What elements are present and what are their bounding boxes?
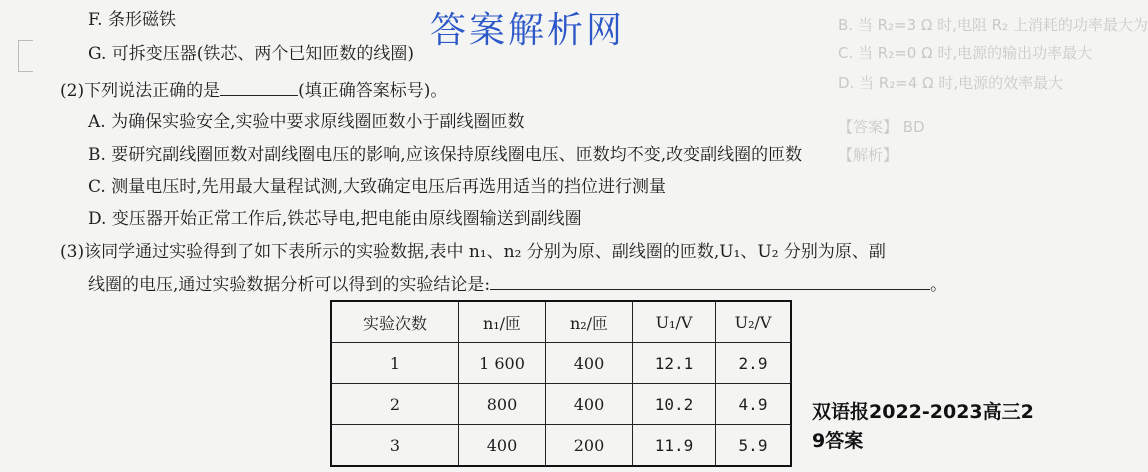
bleed-line-5: 【解析】 <box>838 146 899 164</box>
table-cell: 2 <box>331 384 459 425</box>
table-cell: 12.1 <box>633 343 716 384</box>
answer-blank-3 <box>490 271 930 290</box>
table-header: n₂/匝 <box>546 301 633 343</box>
bleed-line-2: C. 当 R₂=0 Ω 时,电源的输出功率最大 <box>838 44 1093 62</box>
question-3-line-1: (3)该同学通过实验得到了如下表所示的实验数据,表中 n₁、n₂ 分别为原、副线圈的匝数,U₁、U₂ 分别为原、副 <box>60 242 886 262</box>
option-2d: D. 变压器开始正常工作后,铁芯导电,把电能由原线圈输送到副线圈 <box>88 209 582 229</box>
table-cell: 11.9 <box>633 425 716 467</box>
option-2b: B. 要研究副线圈匝数对副线圈电压的影响,应该保持原线圈电压、匝数均不变,改变副线圈的匝数 <box>88 145 803 165</box>
bleed-line-1: B. 当 R₂=3 Ω 时,电阻 R₂ 上消耗的功率最大为 <box>838 16 1148 34</box>
option-g: G. 可拆变压器(铁芯、两个已知匝数的线圈) <box>88 44 415 64</box>
question-3-end: 。 <box>930 275 948 295</box>
option-f: F. 条形磁铁 <box>88 10 176 30</box>
question-2-prefix: (2)下列说法正确的是 <box>60 81 221 101</box>
table-cell: 800 <box>459 384 546 425</box>
bleed-line-3: D. 当 R₂=4 Ω 时,电源的效率最大 <box>838 74 1064 92</box>
table-cell: 10.2 <box>633 384 716 425</box>
answer-blank-2 <box>220 77 298 96</box>
question-3-text: 线圈的电压,通过实验数据分析可以得到的实验结论是: <box>88 275 491 295</box>
source-badge: 双语报2022-2023高三29答案 <box>812 401 1034 452</box>
table-header: n₁/匝 <box>459 301 546 343</box>
table-cell: 400 <box>546 384 633 425</box>
table-row <box>331 384 791 425</box>
option-2c: C. 测量电压时,先用最大量程试测,大致确定电压后再选用适当的挡位进行测量 <box>88 177 667 197</box>
table-cell: 400 <box>459 425 546 467</box>
question-2-suffix: (填正确答案标号)。 <box>298 81 448 101</box>
table-cell: 3 <box>331 425 459 467</box>
table-cell: 1 <box>331 343 459 384</box>
experiment-table <box>330 300 792 467</box>
table-header: U₂/V <box>716 301 792 343</box>
table-cell: 1 600 <box>459 343 546 384</box>
table-header: U₁/V <box>633 301 716 343</box>
table-row <box>331 343 791 384</box>
table-cell: 400 <box>546 343 633 384</box>
watermark-logo: 答案解析网 <box>430 10 626 51</box>
option-2a: A. 为确保实验安全,实验中要求原线圈匝数小于副线圈匝数 <box>88 112 525 132</box>
bleed-line-4: 【答案】 BD <box>838 118 925 136</box>
table-cell: 4.9 <box>716 384 792 425</box>
table-cell: 200 <box>546 425 633 467</box>
table-header-row <box>331 301 791 343</box>
table-header: 实验次数 <box>331 301 459 343</box>
question-2-stem <box>60 77 447 103</box>
table-cell: 5.9 <box>716 425 792 467</box>
question-3-line-2 <box>88 271 947 297</box>
table-cell: 2.9 <box>716 343 792 384</box>
bleed-bracket <box>18 40 33 72</box>
table-row <box>331 425 791 467</box>
